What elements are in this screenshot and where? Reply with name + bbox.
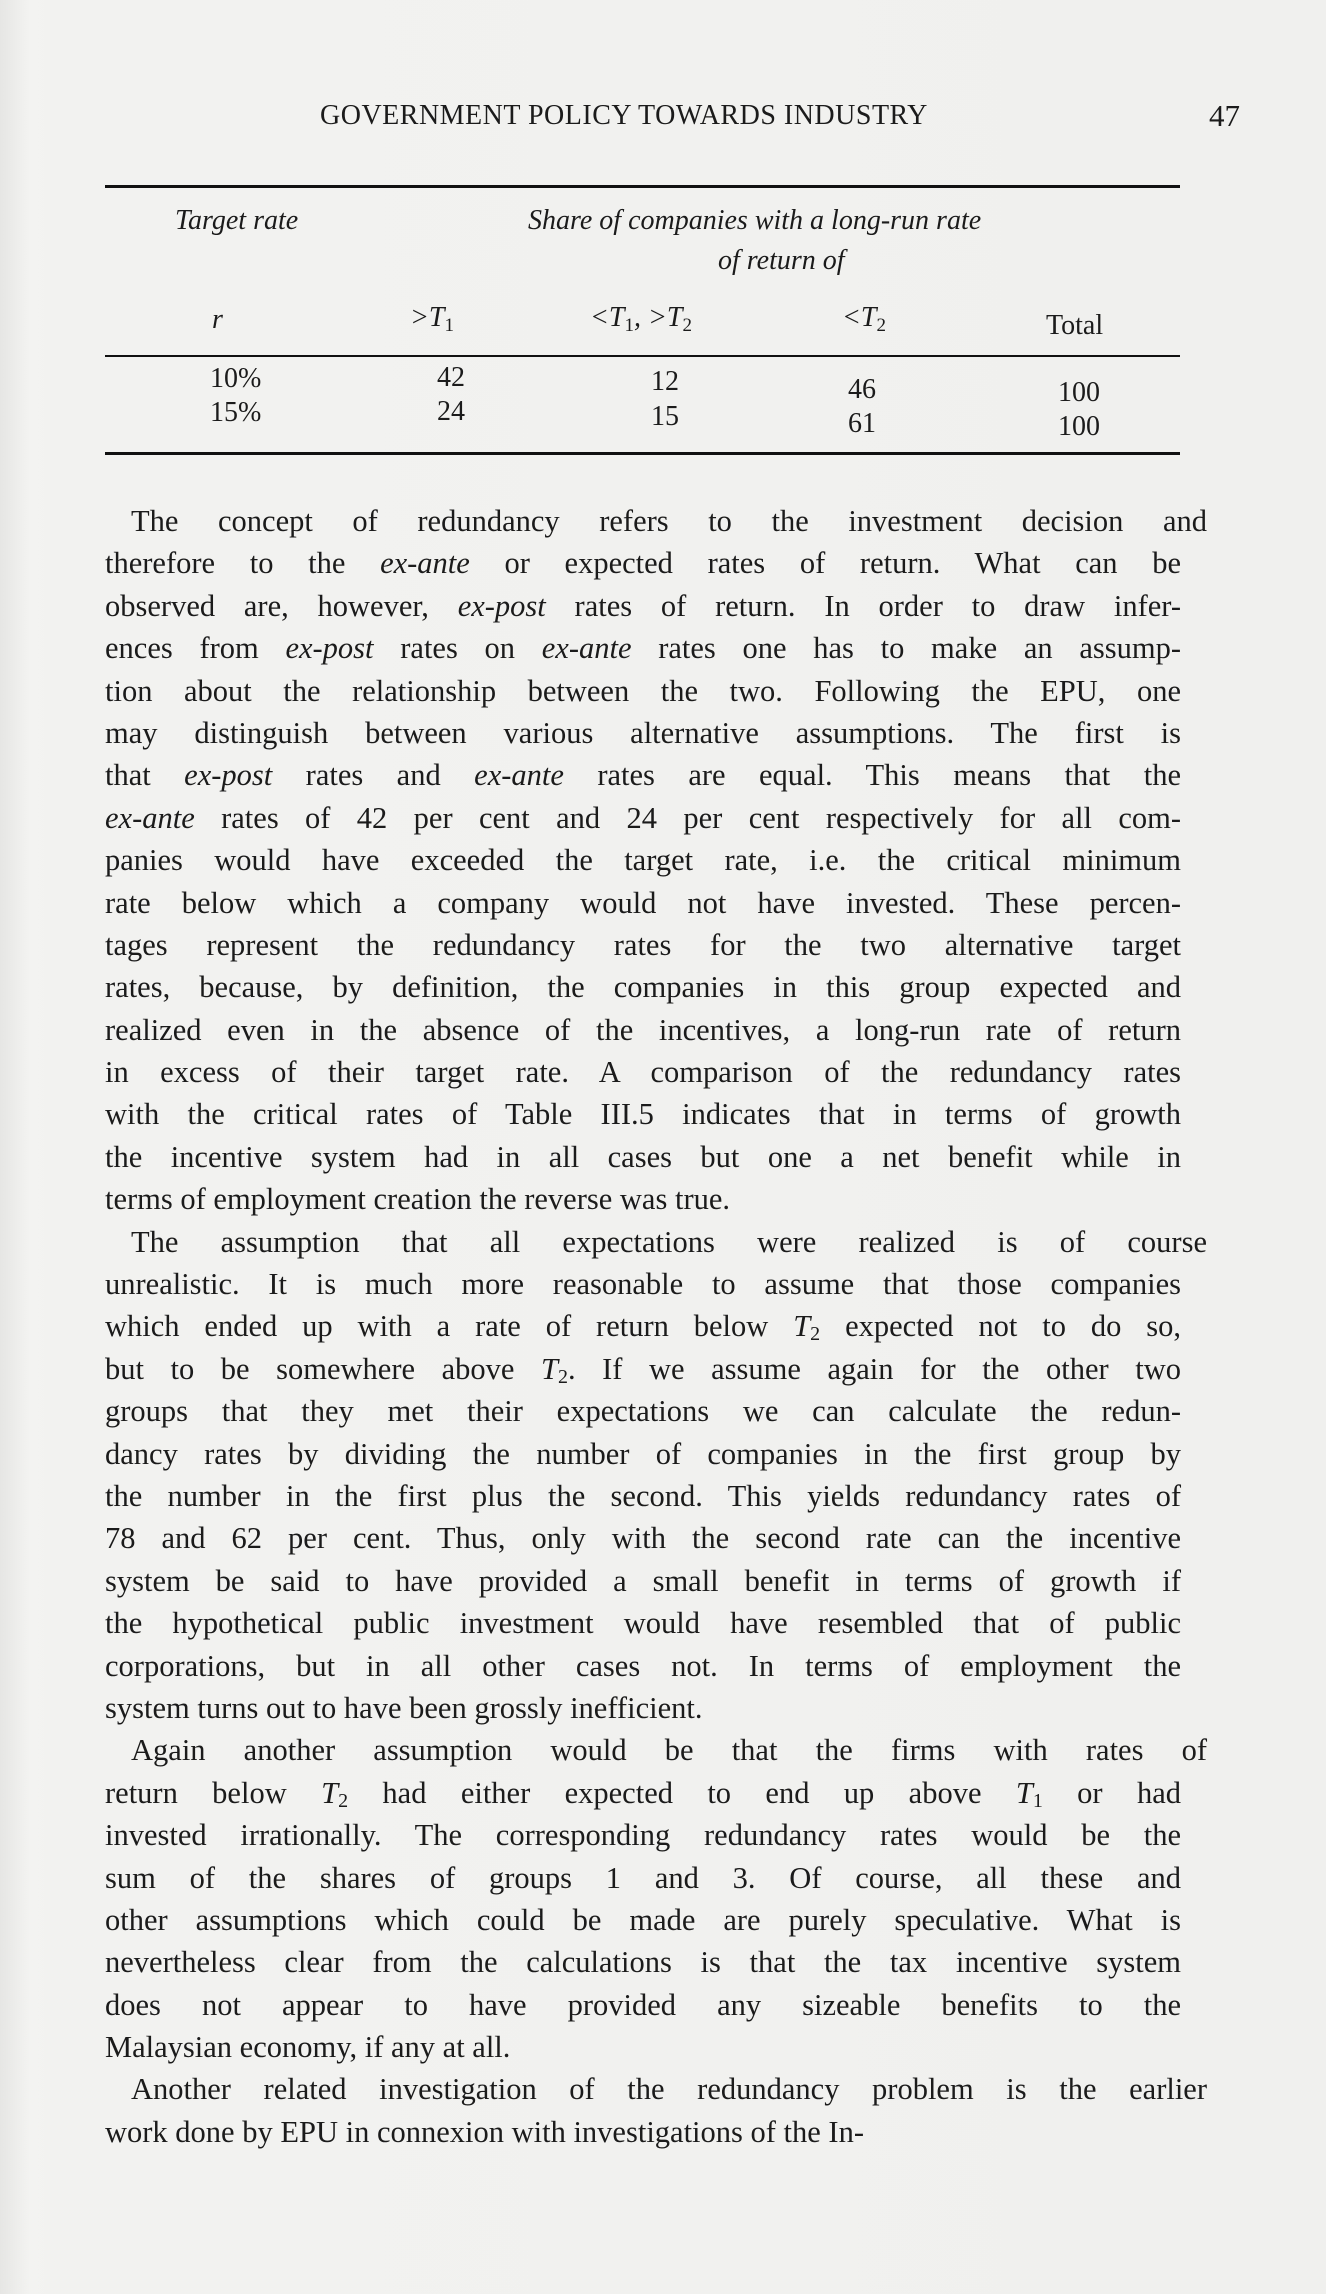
table-cell-total: 100 [1058,411,1100,442]
text-line: sum of the shares of groups 1 and 3. Of course, all these and [105,1860,1181,1895]
text-line: groups that they met their expectations we can calculate the redun- [105,1394,1181,1429]
text-line: terms of employment creation the reverse was true. [105,1182,731,1217]
paragraph [105,2068,1207,2153]
text-line: ences from ex-post rates on ex-ante rates one has to make an assump- [105,631,1181,666]
text-line: nevertheless clear from the calculations is that the tax incentive system [105,1945,1181,1980]
table-col-gt-t1: $>T_1$ [410,302,454,336]
text-line: ex-ante rates of 42 per cent and 24 per cent respectively for all com- [105,800,1181,835]
text-line: dancy rates by dividing the number of companies in the first group by [105,1436,1181,1471]
table-col-lt-t2: $<T_2$ [842,302,886,336]
text-line: in excess of their target rate. A comparison of the redundancy rates [105,1055,1181,1090]
table-column-group-label: Share of companies with a long-run rate [528,205,982,236]
paragraph [105,1221,1207,1730]
text-line: corporations, but in all other cases not. In terms of employment the [105,1648,1181,1683]
text-line: unrealistic. It is much more reasonable to assume that those companies [105,1267,1181,1302]
text-line: but to be somewhere above $T_2$. If we assume again for the other two [105,1351,1181,1388]
running-title: GOVERNMENT POLICY TOWARDS INDUSTRY [320,100,928,131]
table-cell-between: 12 [651,366,679,397]
text-line: system be said to have provided a small benefit in terms of growth if [105,1563,1181,1598]
text-line: Malaysian economy, if any at all. [105,2030,511,2065]
table-cell-total: 100 [1058,377,1100,408]
text-line: the incentive system had in all cases but one a net benefit while in [105,1139,1181,1174]
text-line: may distinguish between various alternative assumptions. The first is [105,715,1181,750]
running-head [105,100,1240,140]
table-cell-r: 10% [210,363,262,394]
table-bottom-rule [105,452,1180,455]
text-line: tages represent the redundancy rates for the two alternative target [105,927,1181,962]
text-line: invested irrationally. The corresponding redundancy rates would be the [105,1818,1181,1853]
paragraph [105,1729,1207,2068]
text-line: realized even in the absence of the incentives, a long-run rate of return [105,1012,1181,1047]
text-line: return below $T_2$ had either expected to end up above $T_1$ or had [105,1775,1181,1812]
page-number: 47 [1209,98,1240,133]
text-line: with the critical rates of Table III.5 indicates that in terms of growth [105,1097,1181,1132]
text-line: The concept of redundancy refers to the investment decision and [131,504,1207,538]
table-cell-lt-t2: 46 [848,374,876,405]
table-stub-header: Target rate [175,205,299,236]
text-line: tion about the relationship between the two. Following the EPU, one [105,673,1181,708]
table-col-r: r [212,304,223,335]
text-line: Again another assumption would be that the firms with rates of [131,1733,1207,1768]
text-line: other assumptions which could be made are purely speculative. What is [105,1902,1181,1937]
text-line: the number in the first plus the second. This yields redundancy rates of [105,1478,1181,1513]
table-cell-gt-t1: 24 [437,396,465,427]
text-line: rates, because, by definition, the companies in this group expected and [105,970,1181,1005]
table-cell-lt-t2: 61 [848,408,876,439]
table-column-group-label-2: of return of [718,245,845,276]
text-line: which ended up with a rate of return below $T_2$ expected not to do so, [105,1309,1181,1346]
body-text [105,500,1207,2153]
table-cell-between: 15 [651,401,679,432]
text-line: panies would have exceeded the target rate, i.e. the critical minimum [105,843,1181,878]
text-line: The assumption that all expectations were realized is of course [131,1224,1207,1259]
text-line: 78 and 62 per cent. Thus, only with the second rate can the incentive [105,1521,1181,1556]
table-cell-r: 15% [210,397,262,428]
text-line: that ex-post rates and ex-ante rates are equal. This means that the [105,758,1181,793]
text-line: work done by EPU in connexion with investigations of the In- [105,2114,865,2149]
text-line: the hypothetical public investment would have resembled that of public [105,1606,1181,1641]
table-top-rule [105,185,1180,188]
table-col-total: Total [1046,310,1104,341]
table-col-between: $<T_1$, $>T_2$ [590,302,692,336]
text-line: system turns out to have been grossly inefficient. [105,1690,703,1725]
paragraph [105,500,1207,1221]
table-header-rule [105,355,1180,357]
text-line: therefore to the ex-ante or expected rates of return. What can be [105,546,1181,581]
text-line: Another related investigation of the redundancy problem is the earlier [131,2072,1207,2107]
table-cell-gt-t1: 42 [437,362,465,393]
text-line: observed are, however, ex-post rates of return. In order to draw infer- [105,588,1181,623]
text-line: rate below which a company would not have invested. These percen- [105,885,1181,920]
text-line: does not appear to have provided any sizeable benefits to the [105,1987,1181,2022]
